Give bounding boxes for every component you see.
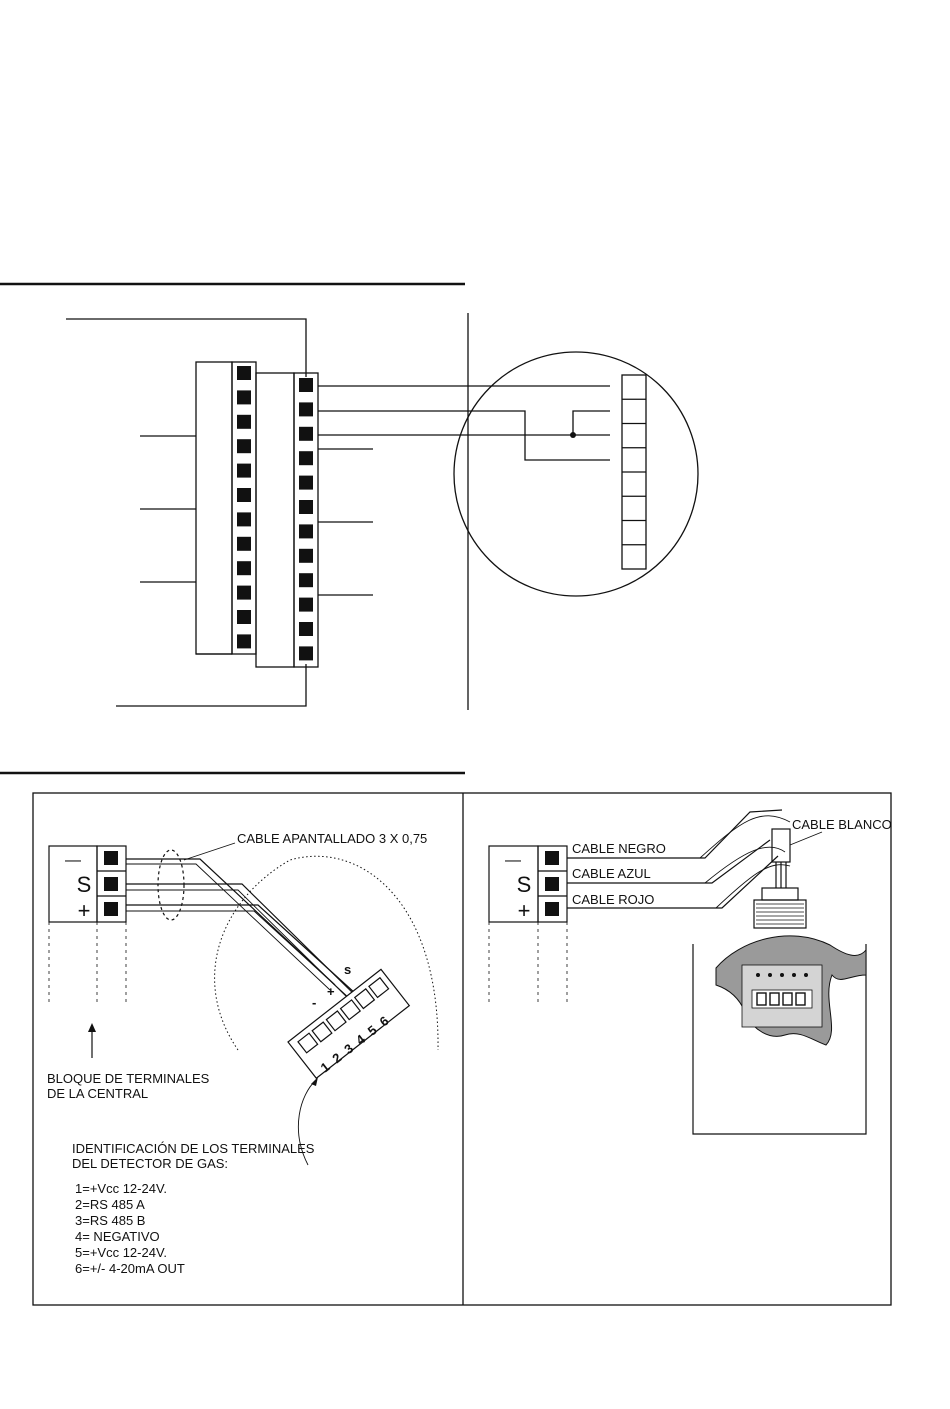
- strip-a-body: [196, 362, 232, 654]
- strip-a-terminal: [237, 634, 251, 648]
- lp-plus-sign: +: [77, 898, 91, 923]
- det-sign-minus: -: [312, 995, 317, 1010]
- wire-jumper: [573, 411, 610, 435]
- id-item-2: 2=RS 485 A: [75, 1197, 145, 1212]
- strip-b-terminal-squares: [299, 378, 313, 660]
- lp-terminal-1: [104, 851, 118, 865]
- wire-bottom: [116, 664, 306, 706]
- junction-dot: [570, 432, 576, 438]
- detector-terminal-number: 3: [341, 1040, 357, 1057]
- det-sign-plus: +: [327, 984, 335, 999]
- cable-red-label: CABLE ROJO: [572, 892, 655, 907]
- detector-terminal-number: 5: [364, 1022, 380, 1039]
- rp-plus-sign: +: [517, 898, 531, 923]
- id-title-line-2: DEL DETECTOR DE GAS:: [72, 1156, 229, 1171]
- wire-top: [66, 319, 306, 377]
- strip-b-terminal: [299, 451, 313, 465]
- strip-a-terminal: [237, 366, 251, 380]
- left-panel: [47, 831, 438, 1276]
- lp-arrow-head: [88, 1023, 96, 1032]
- strip-b-terminal: [299, 598, 313, 612]
- block-caption-line-1: BLOQUE DE TERMINALES: [47, 1071, 210, 1086]
- rp-terminal-1: [545, 851, 559, 865]
- cable-leader: [184, 843, 235, 860]
- strip-b-terminal: [299, 549, 313, 563]
- strip-b-terminal: [299, 378, 313, 392]
- strip-a-terminal: [237, 390, 251, 404]
- cable-black-label: CABLE NEGRO: [572, 841, 666, 856]
- detector-terminal-board: [288, 969, 409, 1078]
- strip-a-terminal: [237, 586, 251, 600]
- strip-a-terminal: [237, 537, 251, 551]
- detector-circle: [454, 352, 698, 596]
- strip-a-terminal: [237, 610, 251, 624]
- strip-b-terminal: [299, 476, 313, 490]
- strip-b-body: [256, 373, 294, 667]
- top-schematic: [0, 284, 698, 773]
- strip-a-terminal: [237, 464, 251, 478]
- detector-terminal-number: 4: [353, 1031, 368, 1048]
- strip-a-terminal-squares: [237, 366, 251, 648]
- strip-b-terminal: [299, 500, 313, 514]
- id-item-4: 4= NEGATIVO: [75, 1229, 160, 1244]
- id-item-3: 3=RS 485 B: [75, 1213, 146, 1228]
- rp-terminal-3: [545, 902, 559, 916]
- detector-terminal-number: 2: [329, 1049, 345, 1067]
- strip-b-terminal: [299, 573, 313, 587]
- detector-gland: [762, 888, 798, 900]
- lp-s-sign: S: [76, 872, 92, 897]
- connector-box: [772, 829, 790, 862]
- strip-a-terminal: [237, 415, 251, 429]
- lp-wire-plus: [126, 905, 378, 1014]
- lp-minus-sign: —: [65, 852, 81, 869]
- strip-a-terminal: [237, 488, 251, 502]
- id-item-5: 5=+Vcc 12-24V.: [75, 1245, 168, 1260]
- strip-a-terminal: [237, 512, 251, 526]
- white-cable-leader: [790, 832, 822, 845]
- shield-ellipse: [158, 850, 184, 920]
- strip-b-terminal: [299, 427, 313, 441]
- rp-s-sign: S: [516, 872, 532, 897]
- strip-b-terminal: [299, 646, 313, 660]
- det-sign-s: s: [344, 962, 352, 977]
- rp-minus-sign: —: [505, 852, 521, 869]
- cable-blue-label: CABLE AZUL: [572, 866, 651, 881]
- id-title-line-1: IDENTIFICACIÓN DE LOS TERMINALES: [72, 1141, 315, 1156]
- shielded-cable-label: CABLE APANTALLADO 3 X 0,75: [237, 831, 428, 846]
- detector-terminal-number: 6: [376, 1013, 392, 1030]
- lp-terminal-3: [104, 902, 118, 916]
- cable-white-label: CABLE BLANCO: [792, 817, 892, 832]
- block-caption-line-2: DE LA CENTRAL: [47, 1086, 149, 1101]
- right-panel: [489, 810, 892, 1134]
- detector-terminal-number: 1: [317, 1059, 333, 1076]
- detector-terminal-cells: [622, 399, 646, 545]
- id-item-1: 1=+Vcc 12-24V.: [75, 1181, 168, 1196]
- strip-b-terminal: [299, 402, 313, 416]
- lp-terminal-2: [104, 877, 118, 891]
- strip-a-terminal: [237, 561, 251, 575]
- strip-a-terminal: [237, 439, 251, 453]
- id-item-6: 6=+/- 4-20mA OUT: [75, 1261, 185, 1276]
- strip-b-terminal: [299, 524, 313, 538]
- lp-wire-minus: [126, 859, 335, 985]
- rp-terminal-2: [545, 877, 559, 891]
- lp-wire-s: [126, 884, 360, 1000]
- strip-b-terminal: [299, 622, 313, 636]
